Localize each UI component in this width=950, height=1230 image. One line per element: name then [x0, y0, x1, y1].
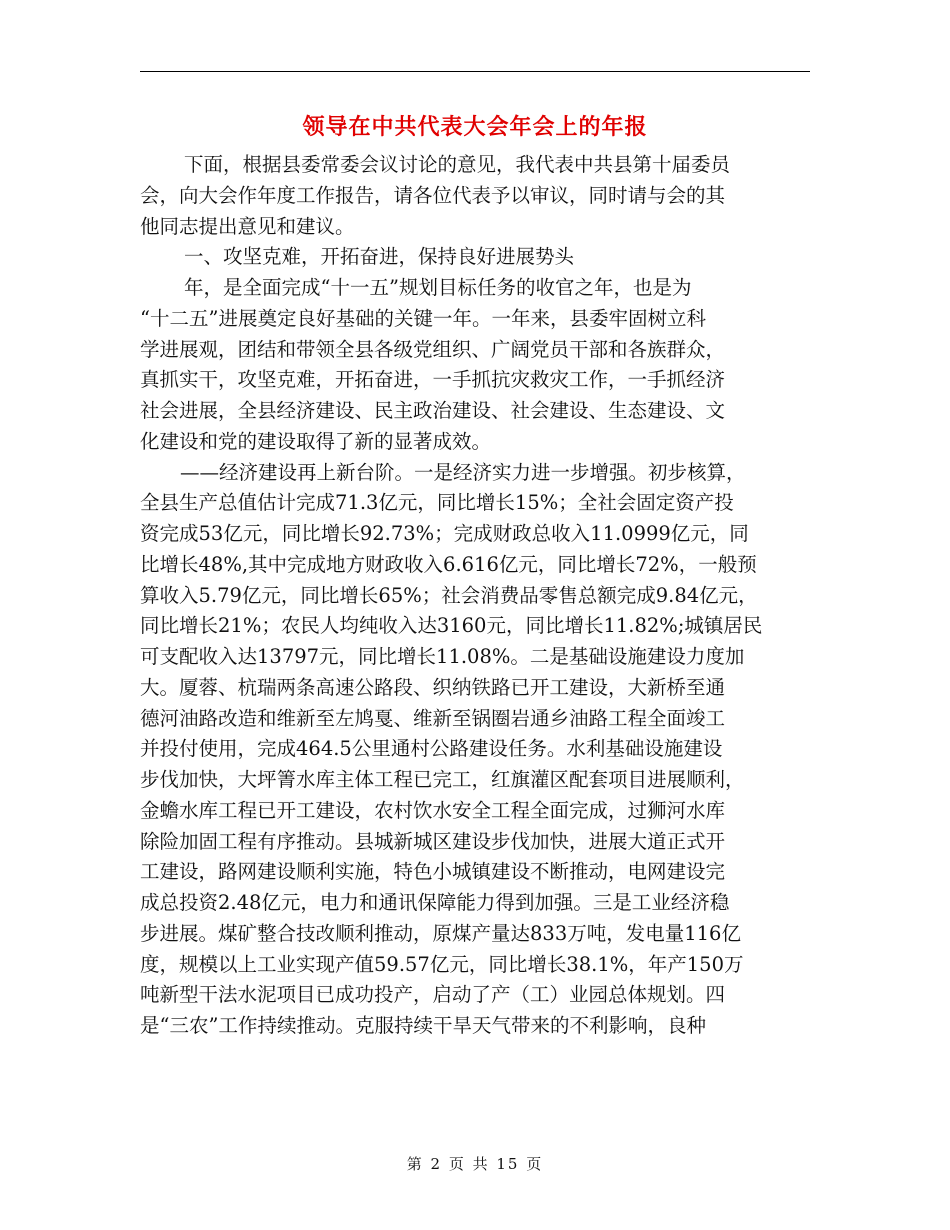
body-line: 并投付使用，完成464.5公里通村公路建设任务。水利基础设施建设 [140, 737, 723, 761]
body-line: 是“三农”工作持续推动。克服持续干旱天气带来的不利影响，良种 [140, 1014, 706, 1037]
body-line: 资完成53亿元，同比增长92.73%；完成财政总收入11.0999亿元，同 [140, 522, 749, 545]
header-rule [140, 71, 810, 72]
body-line: 金蟾水库工程已开工建设，农村饮水安全工程全面完成，过狮河水库 [140, 798, 726, 822]
body-line: 可支配收入达13797元，同比增长11.08%。二是基础设施建设力度加 [140, 645, 745, 668]
body-line: 工建设，路网建设顺利实施，特色小城镇建设不断推动，电网建设完 [140, 860, 726, 884]
section-heading: 一、攻坚克难，开拓奋进，保持良好进展势头 [184, 245, 575, 269]
body-line: 真抓实干，攻坚克难，开拓奋进，一手抓抗灾救灾工作，一手抓经济 [140, 368, 726, 392]
body-line: 他同志提出意见和建议。 [140, 214, 355, 238]
body-line: 吨新型干法水泥项目已成功投产，启动了产（工）业园总体规划。四 [140, 983, 726, 1007]
body-line: 度，规模以上工业实现产值59.57亿元，同比增长38.1%，年产150万 [140, 952, 744, 976]
body-line: 除险加固工程有序推动。县城新城区建设步伐加快，进展大道正式开 [140, 829, 726, 853]
body-line: 大。厦蓉、杭瑞两条高速公路段、织纳铁路已开工建设，大新桥至通 [140, 675, 726, 699]
body-line: 学进展观，团结和带领全县各级党组织、广阔党员干部和各族群众， [140, 337, 726, 361]
body-line: 同比增长21%；农民人均纯收入达3160元，同比增长11.82%;城镇居民 [140, 614, 763, 638]
body-line: 下面，根据县委常委会议讨论的意见，我代表中共县第十届委员 [184, 153, 731, 176]
body-line: “十二五”进展奠定良好基础的关键一年。一年来，县委牢固树立科 [140, 306, 706, 330]
page-footer: 第 2 页 共 15 页 [406, 1155, 544, 1173]
body-line: 化建设和党的建设取得了新的显著成效。 [140, 429, 492, 453]
body-line: 比增长48%,其中完成地方财政收入6.616亿元，同比增长72%，一般预 [140, 552, 757, 576]
body-line: 会，向大会作年度工作报告，请各位代表予以审议，同时请与会的其 [140, 183, 726, 207]
body-line: 成总投资2.48亿元，电力和通讯保障能力得到加强。三是工业经济稳 [140, 891, 730, 914]
body-line: ——经济建设再上新台阶。一是经济实力进一步增强。初步核算， [180, 460, 746, 484]
body-line: 德河油路改造和维新至左鸠戛、维新至锅圈岩通乡油路工程全面竣工 [140, 706, 726, 730]
document-body [140, 150, 812, 1042]
body-line: 社会进展，全县经济建设、民主政治建设、社会建设、生态建设、文 [140, 399, 726, 422]
body-line: 步进展。煤矿整合技改顺利推动，原煤产量达833万吨，发电量116亿 [140, 921, 741, 945]
body-line: 步伐加快，大坪箐水库主体工程已完工，红旗灌区配套项目进展顺利， [140, 768, 745, 791]
body-line: 年，是全面完成“十一五”规划目标任务的收官之年，也是为 [184, 276, 692, 299]
body-line: 算收入5.79亿元，同比增长65%；社会消费品零售总额完成9.84亿元， [140, 583, 758, 607]
body-line: 全县生产总值估计完成71.3亿元，同比增长15%；全社会固定资产投 [140, 491, 734, 515]
document-title: 领导在中共代表大会年会上的年报 [302, 114, 648, 140]
